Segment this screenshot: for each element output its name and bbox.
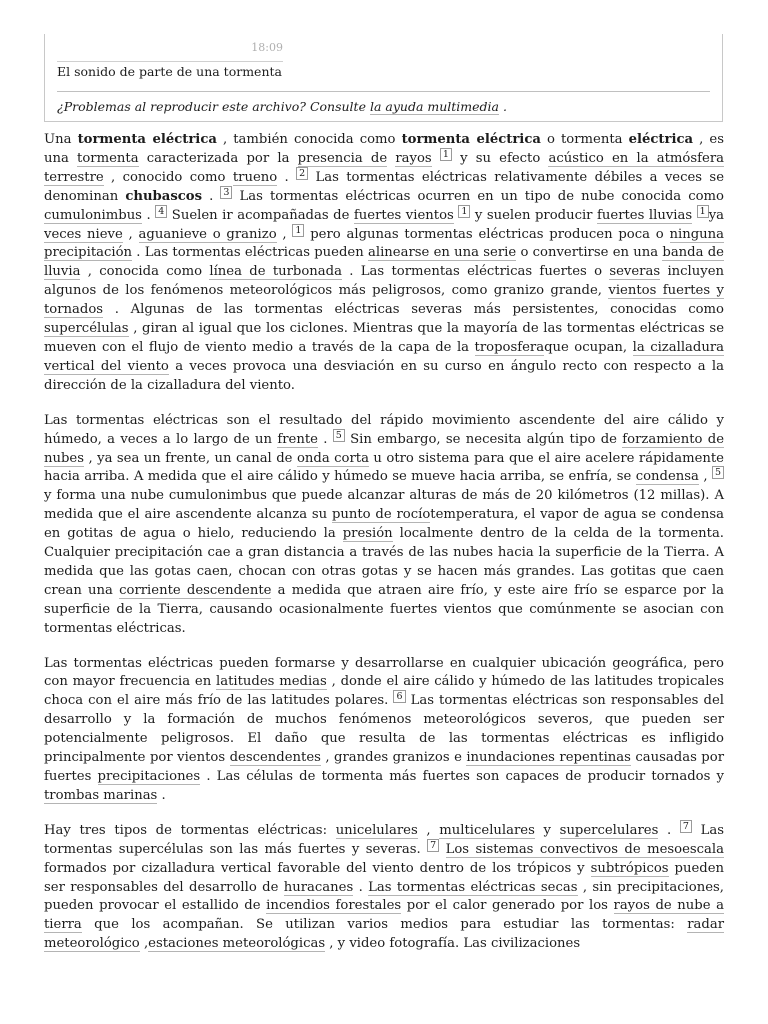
citation-ref[interactable]: 5	[333, 429, 345, 442]
article-link[interactable]: línea de turbonada	[209, 264, 342, 280]
citation-ref[interactable]: 3	[220, 186, 232, 199]
text-run: Las tormentas eléctricas pueden formarse y desarrollarse en cualquier ubicación geográfica, pero con mayor frecuencia en	[44, 655, 724, 690]
citation-ref[interactable]: 5	[712, 466, 724, 479]
text-run: que los acompañan. Se utilizan varios medios para estudiar las tormentas:	[81, 917, 688, 933]
article-link[interactable]: veces nieve	[44, 226, 123, 242]
text-run: ,	[698, 469, 712, 485]
text-run: .	[141, 207, 156, 223]
text-run: ,	[276, 226, 293, 242]
article-link[interactable]: troposfera	[474, 339, 545, 355]
article-link[interactable]: vientos fuertes y tornados	[44, 283, 725, 318]
text-run: pueden ser responsables del desarrollo de	[44, 860, 724, 895]
article-link[interactable]: precipitaciones	[97, 769, 201, 784]
article-link[interactable]: unicelulares	[335, 822, 418, 838]
text-run: y forma una nube cumulonimbus que puede alcanzar alturas de más de 20 kilómetros (12 millas). A medida que el aire ascendente alcanza su	[44, 488, 724, 523]
article-link[interactable]: subtrópicos	[590, 860, 669, 876]
article-link[interactable]: fuertes lluvias	[597, 207, 693, 223]
text-run: , sin precipitaciones, pueden provocar el estallido de	[44, 879, 725, 914]
article-link[interactable]: trueno	[232, 169, 278, 185]
text-run: Suelen ir acompañadas de	[167, 207, 354, 223]
text-run: Una	[44, 132, 78, 147]
article-link[interactable]: forzamiento de nubes	[44, 431, 725, 466]
citation-ref[interactable]: 1	[697, 205, 709, 218]
text-run: , conocido como	[103, 169, 233, 185]
text-run: . Algunas de las tormentas eléctricas severas más persistentes, conocidas como	[103, 302, 724, 318]
text-run: u otro sistema para que el aire acelere rápidamente hacia arriba. A medida que el aire cálido y húmedo se mueve hacia arriba, se enfría, se	[44, 450, 724, 485]
audio-help-prefix: ¿Problemas al reproducir este archivo? Consulte	[57, 99, 370, 114]
text-run: y suelen producir	[470, 207, 598, 223]
article-link[interactable]: aguanieve o granizo	[138, 226, 277, 242]
article-link[interactable]: onda corta	[296, 450, 369, 466]
text-run: . Las células de tormenta más fuertes son capaces de producir tornados y	[200, 769, 724, 784]
text-run: ,	[139, 936, 149, 952]
text-run: .	[277, 169, 297, 185]
article-body	[44, 131, 724, 970]
article-link[interactable]: Los sistemas convectivos de mesoescala	[445, 841, 724, 857]
article-link[interactable]: acústico en la atmósfera terrestre	[44, 150, 724, 185]
text-run: a veces provoca una desviación en su curso en ángulo recto con respecto a la dirección de la cizalladura del viento.	[44, 358, 725, 393]
text-run: pero algunas tormentas eléctricas producen poca o	[304, 226, 670, 242]
text-run: y su efecto	[451, 150, 549, 166]
article-link[interactable]: tormenta	[77, 150, 139, 166]
article-link[interactable]: latitudes medias	[216, 674, 327, 690]
text-run: , conocida como	[80, 264, 210, 280]
audio-duration: 18:09	[251, 41, 283, 54]
text-run: o convertirse en una	[516, 245, 663, 261]
audio-help-text	[57, 99, 507, 114]
citation-ref[interactable]: 4	[155, 205, 167, 218]
article-link[interactable]: cumulonimbus	[44, 207, 142, 223]
bold-term: tormenta eléctrica	[77, 132, 217, 147]
text-run: que ocupan,	[544, 339, 633, 355]
article-link[interactable]: inundaciones repentinas	[466, 750, 631, 766]
text-run: localmente dentro de la celda de la tormenta. Cualquier precipitación cae a gran distancia a través de las nubes hacia la superficie de la Tierra. A medida que las gotas caen, chocan con otras gotas y se hacen más grandes. Las gotitas que caen crean una	[44, 526, 724, 598]
article-link[interactable]: incendios forestales	[266, 898, 402, 914]
article-link[interactable]: frente	[277, 431, 318, 447]
text-run: formados por cizalladura vertical favorable del viento dentro de los trópicos y	[44, 860, 591, 876]
text-run: , grandes granizos e	[320, 750, 467, 766]
text-run: .	[317, 431, 333, 447]
text-run: Hay tres tipos de tormentas eléctricas:	[44, 822, 336, 838]
article-link[interactable]: multicelulares	[439, 822, 535, 838]
text-run: caracterizada por la	[138, 150, 298, 166]
audio-caption: El sonido de parte de una tormenta	[57, 64, 282, 79]
article-link[interactable]: huracanes	[283, 879, 354, 895]
article-link[interactable]: punto de rocío	[331, 507, 431, 523]
article-link[interactable]: supercélulas	[44, 321, 129, 337]
text-run: por el calor generado por los	[401, 898, 614, 914]
paragraph	[44, 412, 724, 639]
text-run: Las tormentas eléctricas son responsables del desarrollo y la formación de muchos fenómenos meteorológicos severos, que pueden ser potencialmente peligrosos. El daño que resulta de las tormentas eléctricas es infligido principalmente por vientos	[44, 693, 724, 766]
audio-progress-track[interactable]	[57, 61, 283, 62]
text-run: o tormenta	[540, 132, 629, 147]
text-run: . Las tormentas eléctricas pueden	[132, 245, 368, 261]
citation-ref[interactable]: 1	[440, 148, 452, 161]
citation-ref[interactable]: 7	[427, 839, 439, 852]
bold-term: chubascos	[125, 188, 202, 204]
audio-help-suffix: .	[499, 99, 507, 114]
text-run: , donde el aire cálido y húmedo de las latitudes tropicales choca con el aire más frío de las latitudes polares.	[44, 674, 724, 709]
text-run: Las tormentas eléctricas relativamente débiles a veces se denominan	[44, 169, 724, 204]
citation-ref[interactable]: 7	[680, 820, 692, 833]
bold-term: eléctrica	[628, 132, 694, 147]
article-link[interactable]: estaciones meteorológicas	[148, 936, 326, 952]
article-link[interactable]: Las tormentas eléctricas secas	[368, 879, 578, 895]
article-link[interactable]: trombas marinas	[44, 787, 158, 803]
text-run: y	[534, 822, 560, 838]
text-run: . Las tormentas eléctricas fuertes o	[341, 264, 610, 280]
article-link[interactable]: banda de lluvia	[44, 245, 724, 280]
text-run: , también conocida como	[216, 132, 402, 147]
text-run: .	[353, 879, 369, 895]
text-run: , y video fotografía. Las civilizaciones	[325, 936, 581, 952]
article-link[interactable]: rayos	[395, 150, 432, 166]
text-run: Las tormentas eléctricas son el resultado del rápido movimiento ascendente del aire cálido y húmedo, a veces a lo largo de un	[44, 412, 724, 447]
text-run: incluyen algunos de los fenómenos meteorológicos más peligrosos, como granizo grande,	[44, 264, 724, 299]
paragraph	[44, 131, 724, 396]
text-run: .	[157, 787, 166, 803]
text-run: temperatura, el vapor de agua se condensa en gotitas de agua o hielo, reduciendo la	[44, 507, 724, 542]
bold-term: tormenta eléctrica	[401, 132, 541, 147]
text-run: , giran al igual que los ciclones. Mientras que la mayoría de las tormentas eléctricas se mueven con el flujo de viento medio a través de la capa de la	[44, 321, 724, 355]
text-run: a medida que atraen aire frío, y este aire frío se esparce por la superficie de la Tierra, causando ocasionalmente fuertes vientos que comúnmente se asocian con tormentas eléctricas.	[44, 582, 724, 636]
article-link[interactable]: rayos de nube a tierra	[44, 898, 724, 933]
audio-player[interactable]	[57, 34, 283, 62]
text-run: , ya sea un frente, un canal de	[84, 450, 297, 466]
text-run: ya	[708, 207, 725, 223]
text-run: .	[202, 188, 221, 204]
audio-player-box	[44, 34, 723, 122]
text-run	[692, 208, 697, 223]
article-link[interactable]: supercelulares	[559, 822, 659, 838]
text-run: , es una	[44, 132, 724, 166]
audio-divider	[57, 91, 710, 92]
text-run	[439, 842, 445, 857]
article-link[interactable]: alinearse en una serie	[368, 245, 517, 261]
article-link[interactable]: fuertes vientos	[353, 207, 454, 223]
text-run: causadas por fuertes	[44, 750, 724, 784]
text-run: .	[658, 822, 680, 838]
citation-ref[interactable]: 6	[393, 690, 405, 703]
text-run: Las tormentas eléctricas ocurren en un tipo de nube conocida como	[232, 188, 724, 204]
article-link[interactable]: ninguna precipitación	[44, 226, 724, 261]
multimedia-help-link[interactable]: la ayuda multimedia	[369, 99, 499, 114]
article-link[interactable]: presión	[342, 526, 393, 542]
article-link[interactable]: la cizalladura vertical del viento	[44, 339, 725, 374]
paragraph	[44, 822, 724, 954]
text-run: ,	[417, 822, 440, 838]
citation-ref[interactable]: 2	[296, 167, 308, 180]
paragraph	[44, 655, 724, 806]
text-run: Sin embargo, se necesita algún tipo de	[344, 431, 623, 447]
citation-ref[interactable]: 1	[292, 224, 304, 237]
article-link[interactable]: presencia de	[297, 150, 388, 166]
text-run	[432, 151, 440, 166]
article-link[interactable]: condensa	[635, 469, 699, 485]
article-link[interactable]: descendentes	[229, 750, 321, 766]
article-link[interactable]: severas	[609, 264, 661, 280]
text-run: ,	[122, 226, 139, 242]
text-run: Las tormentas supercélulas son las más fuertes y severas.	[44, 822, 724, 857]
article-link[interactable]: radar meteorológico	[44, 917, 724, 952]
citation-ref[interactable]: 1	[458, 205, 470, 218]
article-link[interactable]: corriente descendente	[119, 582, 272, 598]
